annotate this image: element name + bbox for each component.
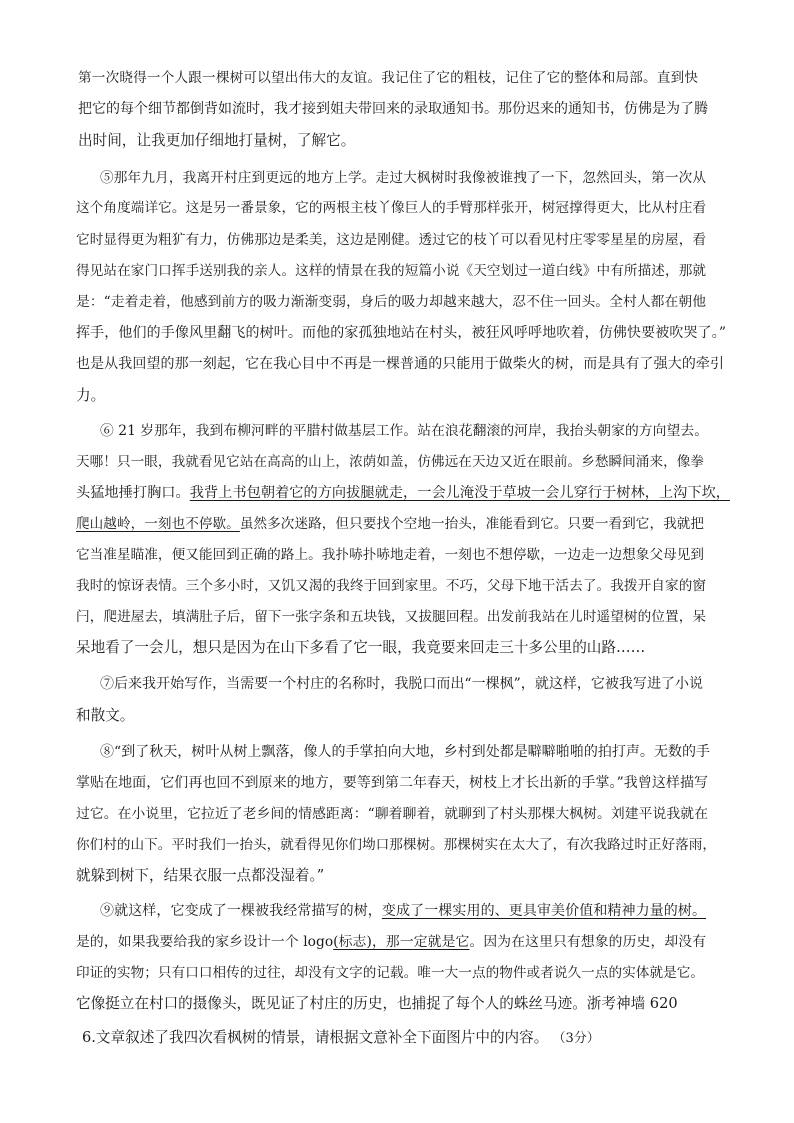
text-segment: 把它的每个细节都倒背如流时，我才接到姐夫带回来的录取通知书。那份迟来的通知书，仿佛是为了腾 [78,101,708,117]
text-segment: 是的，如果我要给我的家乡设计一个 logo [76,934,334,950]
text-line [76,607,706,627]
text-segment: 呆地看了一会儿，想只是因为在山下多看了它一眼，我竟要来回走三十多公里的山路…… [76,639,646,656]
text-line [100,742,710,762]
text-line [76,292,706,312]
text-line [76,452,704,472]
text-line [76,804,708,824]
text-segment: 它当准星瞄准，便又能回到正确的路上。我扑哧扑哧地走着，一刻也不想停歇，一边走一边想象父母见到 [76,547,704,563]
text-segment: 天哪！只一眼，我就看见它站在高高的山上，浓荫如盖，仿佛远在天边又近在眼前。乡愁瞬间涌来，像拳 [76,454,704,470]
text-line [76,994,678,1014]
text-segment: 我时的惊讶表情。三个多小时，又饥又渴的我终于回到家里。不巧，父母下地干活去了。我拨开自家的窗 [76,578,706,594]
text-segment: 和散文。 [76,707,135,724]
text-line [76,198,706,218]
text-segment: ⑦后来我开始写作，当需要一个村庄的名称时，我脱口而出“一棵枫”，就这样，它被我写进了小说 [100,676,703,692]
underlined-text: (标志)，那一定就是它 [333,934,470,950]
text-segment: 印证的实物；只有口口相传的过往，却没有文字的记载。唯一大一点的物件或者说久一点的实体就是它。 [76,965,704,981]
underlined-text: 我背上书包朝着它的方向拔腿就走，一会儿淹没于草坡一会儿穿行于树林，上沟下坎， [189,485,730,501]
text-segment: 它像挺立在村口的摄像头，既见证了村庄的历史，也捕捉了每个人的蛛丝马迹。浙考神墙 620 [76,995,678,1012]
text-segment: 也是从我回望的那一刻起，它在我心目中不再是一棵普通的只能用于做柴火的树，而是具有了强大的牵引 [76,356,724,372]
text-line [78,99,708,119]
text-segment: 第一次晓得一个人跟一棵树可以望出伟大的友谊。我记住了它的粗枝，记住了它的整体和局部。直到快 [78,70,698,86]
text-line [76,866,324,886]
text-segment: 它时显得更为粗犷有力，仿佛那边是柔美，这边是刚健。透过它的枝丫可以看见村庄零零星星的房屋，看 [76,232,706,248]
text-segment: 出时间，让我更加仔细地打量树，了解它。 [78,132,356,149]
text-line [76,576,706,596]
text-segment: 掌贴在地面，它们再也回不到原来的地方，要等到第二年春天，树枝上才长出新的手掌。”我曾这样描写 [76,775,708,791]
text-line [76,963,704,983]
text-line [76,932,706,952]
text-segment: 头猛地捶打胸口。 [76,485,190,501]
text-line [76,545,704,565]
text-segment: 6.文章叙述了我四次看枫树的情景，请根据文意补全下面图片中的内容。 [82,1029,549,1046]
text-line [76,230,706,250]
text-line [78,131,355,151]
text-line [76,323,726,343]
text-segment: 是：“走着走着，他感到前方的吸力渐渐变弱，身后的吸力却越来越大，忍不住一回头。全村人都在朝他 [76,294,706,310]
underlined-text: 变成了一棵实用的、更具审美价值和精神力量的树。 [381,903,707,919]
text-line [76,386,105,406]
text-line [100,421,708,441]
text-line [100,168,706,188]
text-line [100,674,703,694]
score-label: （3分） [548,1031,600,1046]
text-line [76,261,706,281]
text-line [76,354,724,374]
text-line [82,1028,600,1048]
text-line [100,901,706,921]
text-segment: ⑥ 21 岁那年，我到布柳河畔的平腊村做基层工作。站在浪花翻滚的河岸，我抬头朝家的方向望去。 [100,423,708,439]
text-line [78,68,698,88]
text-segment: ⑨就这样，它变成了一棵被我经常描写的树， [100,903,382,919]
text-line [76,638,645,658]
text-line [76,514,704,534]
text-segment: 过它。在小说里，它拉近了老乡间的情感距离：“聊着聊着，就聊到了村头那棵大枫树。刘建平说我就在 [76,806,708,822]
text-segment: 闩，爬进屋去，填满肚子后，留下一张字条和五块钱，又拔腿回程。出发前我站在儿时遥望树的位置，呆 [76,609,706,625]
text-segment: 挥手，他们的手像风里翻飞的树叶。而他的家孤独地站在村头，被狂风呼呼地吹着，仿佛快要被吹哭了。” [76,325,726,341]
text-segment: 就躲到树下，结果衣服一点都没湿着。” [76,867,325,884]
text-segment: 力。 [76,387,106,404]
text-segment: 。因为在这里只有想象的历史，却没有 [469,934,707,950]
underlined-text: 爬山越岭，一刻也不停歇。 [76,516,240,532]
text-segment: ⑤那年九月，我离开村庄到更远的地方上学。走过大枫树时我像被谁拽了一下，忽然回头，第一次从 [100,170,706,186]
text-line [76,835,716,855]
text-line [76,773,708,793]
text-line [76,706,134,726]
text-segment: 虽然多次迷路，但只要找个空地一抬头，准能看到它。只要一看到它，我就把 [239,516,704,532]
text-segment: 这个角度端详它。这是另一番景象，它的两根主枝丫像巨人的手臂那样张开，树冠撑得更大，比从村庄看 [76,200,706,216]
text-segment: ⑧“到了秋天，树叶从树上飘落，像人的手掌拍向大地，乡村到处都是噼噼啪啪的拍打声。无数的手 [100,744,710,760]
text-segment: 你们村的山下。平时我们一抬头，就看得见你们坳口那棵树。那棵树实在太大了，有次我路过时正好落雨， [76,837,716,853]
text-segment: 得见站在家门口挥手送别我的亲人。这样的情景在我的短篇小说《天空划过一道白线》中有所描述，那就 [76,263,706,279]
text-line [76,483,730,503]
